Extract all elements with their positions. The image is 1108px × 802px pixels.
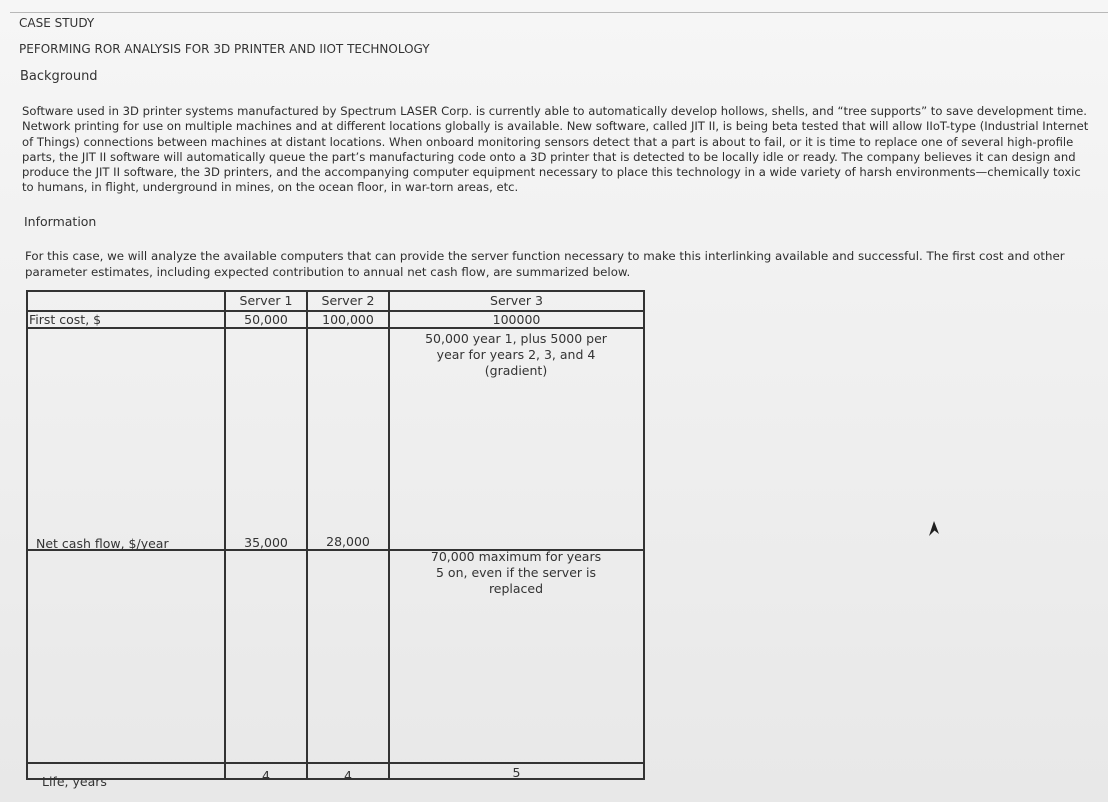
- row-label-net-cash-flow: Net cash flow, $/year: [36, 536, 169, 551]
- life-server-3: 5: [512, 765, 521, 780]
- background-heading: Background: [20, 69, 98, 84]
- net-cash-flow-server-1: 35,000: [244, 535, 288, 550]
- first-cost-server-3: 100000: [492, 312, 541, 327]
- life-server-1: 4: [262, 768, 270, 783]
- column-header-server-1: Server 1: [239, 293, 293, 308]
- page-title: PEFORMING ROR ANALYSIS FOR 3D PRINTER AND IIOT TECHNOLOGY: [19, 42, 430, 56]
- first-cost-server-2: 100,000: [322, 312, 374, 327]
- net-cash-flow-server-2: 28,000: [326, 534, 370, 549]
- information-heading: Information: [24, 214, 97, 229]
- mouse-cursor-icon: [926, 520, 940, 542]
- row-label-first-cost: First cost, $: [29, 312, 102, 327]
- column-header-server-2: Server 2: [321, 293, 375, 308]
- column-header-server-3: Server 3: [490, 293, 543, 308]
- first-cost-server-1: 50,000: [244, 312, 288, 327]
- case-study-label: CASE STUDY: [19, 16, 95, 30]
- server-comparison-table: [26, 290, 646, 789]
- net-cash-flow-server-3-note: 70,000 maximum for years 5 on, even if the server is replaced: [430, 549, 602, 596]
- first-cost-server-3-note: 50,000 year 1, plus 5000 per year for years 2, 3, and 4 (gradient): [425, 331, 607, 378]
- information-paragraph: For this case, we will analyze the available computers that can provide the server function necessary to make this interlinking available and successful. The first cost and other parameter estimates, including expected contribution to annual net cash flow, are summarized below.: [25, 249, 1065, 279]
- life-server-2: 4: [344, 768, 352, 783]
- top-divider: [10, 12, 1108, 13]
- row-label-life-years: Life, years: [42, 774, 107, 789]
- background-paragraph: Software used in 3D printer systems manufactured by Spectrum LASER Corp. is currently able to automatically develop hollows, shells, and “tree supports” to save development time. Network printing for use on multiple machines and at different locations globally is available. New software, called JIT II, is being beta tested that will allow IIoT-type (Industrial Internet of Things) connections between machines at distant locations. When onboard monitoring sensors detect that a part is about to fail, or it is time to replace one of several high-profile parts, the JIT II software will automatically queue the part’s manufacturing code onto a 3D printer that is detected to be locally idle or ready. The company believes it can design and produce the JIT II software, the 3D printers, and the accompanying computer equipment necessary to place this technology in a wide variety of harsh environments—chemically toxic to humans, in flight, underground in mines, on the ocean floor, in war-torn areas, etc.: [22, 104, 1089, 195]
